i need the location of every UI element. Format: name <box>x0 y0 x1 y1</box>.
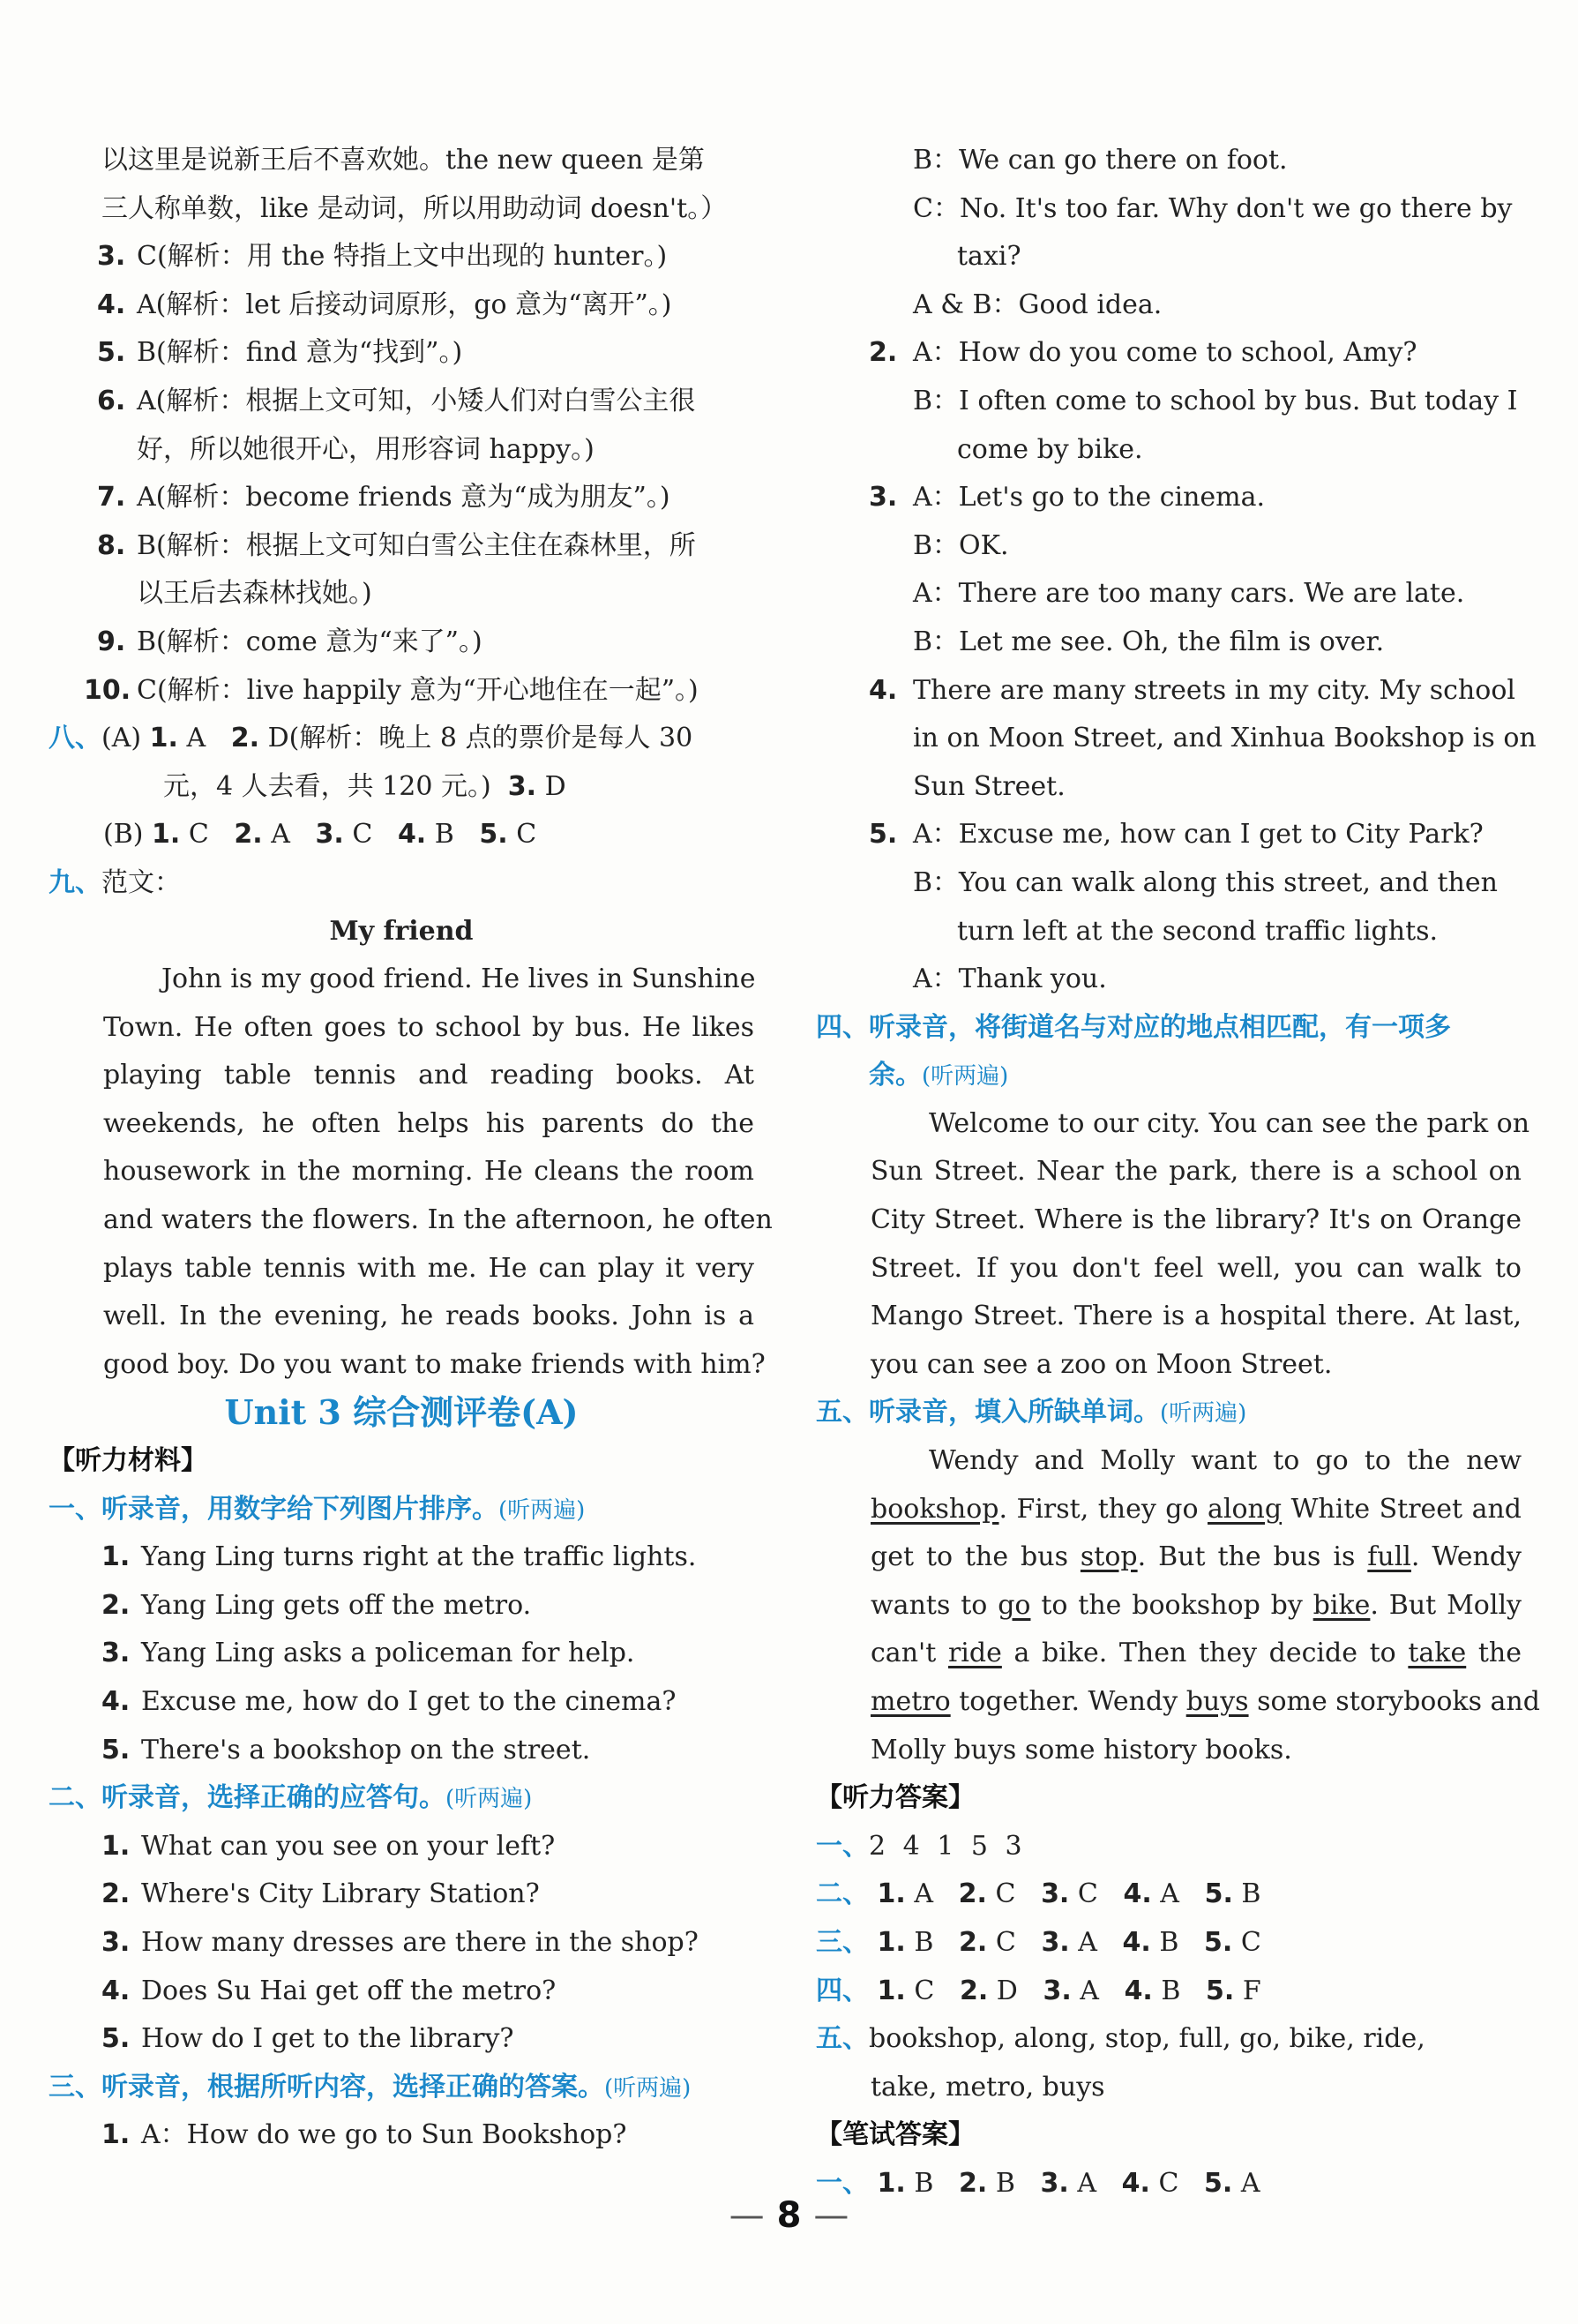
item-text: 以王后去森林找她。) <box>137 578 372 610</box>
essay-line: Town. He often goes to school by bus. He likes <box>103 1011 754 1043</box>
essay-line: well. In the evening, he reads books. John is a <box>103 1301 754 1332</box>
item-value: A <box>1077 2167 1097 2199</box>
listening-answer-heading: 【听力答案】 <box>816 1782 975 1814</box>
item-number: 2. <box>101 1589 131 1621</box>
answer-row <box>816 1968 1522 2016</box>
part-label: (A) <box>101 723 142 754</box>
item-number: 2. <box>959 1926 988 1958</box>
passage-line <box>816 1582 1522 1631</box>
dialogue-line: A：Thank you. <box>913 963 1107 995</box>
dash-left: — <box>729 2195 765 2236</box>
list-item <box>49 1582 754 1631</box>
answer-item <box>49 233 754 281</box>
passage-text: get to the bus <box>871 1541 1081 1573</box>
item-number: 5. <box>1204 1878 1233 1910</box>
list-item <box>816 667 1522 716</box>
dialogue-line: B：OK. <box>913 529 1009 561</box>
list-item <box>816 329 1522 378</box>
passage-text: . But Molly <box>1370 1589 1522 1621</box>
section-hint: (听两遍) <box>445 1786 533 1813</box>
section-label: 二、听录音，选择正确的应答句。 <box>49 1782 445 1814</box>
filled-word: stop <box>1080 1541 1138 1573</box>
item-number: 3. <box>507 770 537 802</box>
item-value: A <box>1078 1926 1097 1958</box>
item-number: 3. <box>1043 1975 1072 2006</box>
essay-line: good boy. Do you want to make friends with him? <box>103 1348 766 1380</box>
dialogue-line: come by bike. <box>957 433 1143 465</box>
list-item <box>816 811 1522 859</box>
item-number: 10. <box>84 674 131 706</box>
unit-title: Unit 3 综合测评卷(A) <box>224 1392 579 1433</box>
item-number: 5. <box>101 1734 131 1765</box>
section-label: 四、 <box>816 1975 869 2006</box>
passage-line: Wendy and Molly want to go to the new <box>929 1445 1522 1477</box>
item-number: 3. <box>1041 1926 1070 1958</box>
passage-line: Sun Street. Near the park, there is a school on <box>871 1156 1522 1188</box>
section-label: 二、 <box>816 1878 869 1910</box>
item-value: A <box>186 723 206 754</box>
passage-text: wants to <box>871 1589 998 1621</box>
item-number: 3. <box>315 819 344 851</box>
dialogue-line: B：You can walk along this street, and then <box>913 866 1498 898</box>
filled-word: buys <box>1185 1686 1249 1717</box>
item-number: 3. <box>869 482 898 514</box>
item-value: 元，4 人去看，共 120 元。) <box>163 770 491 802</box>
item-text: Excuse me, how do I get to the cinema? <box>141 1686 677 1717</box>
list-item <box>49 1870 754 1919</box>
item-value: D <box>544 770 566 802</box>
passage-text: the <box>1466 1638 1522 1669</box>
filled-word: metro <box>871 1686 951 1717</box>
page-number <box>0 2195 1578 2236</box>
item-number: 3. <box>101 1926 131 1958</box>
passage-line <box>816 1678 1540 1727</box>
essay-line: weekends, he often helps his parents do the <box>103 1107 754 1139</box>
item-value: C <box>995 1926 1016 1958</box>
section-8-a <box>49 715 754 763</box>
item-number: 1. <box>877 2167 906 2199</box>
filled-word: take <box>1408 1638 1467 1669</box>
item-number: 8. <box>97 529 126 561</box>
item-number: 1. <box>152 819 181 851</box>
answer-row <box>816 2015 1522 2064</box>
item-number: 9. <box>97 626 126 657</box>
item-number: 3. <box>1041 1878 1070 1910</box>
item-number: 5. <box>1204 1926 1233 1958</box>
section-9 <box>49 859 754 908</box>
item-number: 5. <box>1206 1975 1235 2006</box>
written-answer-heading: 【笔试答案】 <box>816 2119 975 2151</box>
essay-title: My friend <box>329 915 474 947</box>
text-line: in on Moon Street, and Xinhua Bookshop is on <box>913 723 1537 754</box>
passage-line: Street. If you don't feel well, you can walk to <box>871 1252 1522 1284</box>
item-text: There's a bookshop on the street. <box>141 1734 591 1765</box>
item-value: C <box>352 819 373 851</box>
item-text: How many dresses are there in the shop? <box>141 1926 699 1958</box>
item-value: B <box>434 819 454 851</box>
answer-item <box>49 378 754 426</box>
item-value: B <box>995 2167 1015 2199</box>
answer-row <box>816 1823 1522 1871</box>
item-number: 1. <box>877 1878 906 1910</box>
right-column <box>816 137 1540 2208</box>
item-number: 2. <box>230 723 260 754</box>
essay-line: and waters the flowers. In the afternoon, he often <box>103 1204 773 1236</box>
item-value: A <box>1080 1975 1099 2006</box>
dialogue-line: B：I often come to school by bus. But today I <box>913 385 1518 416</box>
item-number: 1. <box>101 1541 131 1573</box>
item-text: A：Excuse me, how can I get to City Park? <box>913 819 1484 851</box>
section-text: 范文： <box>101 866 181 898</box>
item-number: 5. <box>1204 2167 1233 2199</box>
answer-item <box>49 522 754 571</box>
section-label: 九、 <box>49 866 101 898</box>
answer-item <box>49 426 754 475</box>
list-item <box>49 1678 754 1727</box>
section-3-heading <box>49 2064 754 2112</box>
section-8-b <box>49 811 754 859</box>
section-hint: (听两遍) <box>922 1063 1009 1091</box>
item-number: 7. <box>97 482 126 514</box>
passage-line <box>816 1486 1522 1534</box>
item-number: 4. <box>869 674 898 706</box>
item-text: There are many streets in my city. My school <box>913 674 1515 706</box>
section-4-heading-cont <box>816 1052 1522 1100</box>
passage-line <box>816 1630 1522 1678</box>
passage-line: you can see a zoo on Moon Street. <box>871 1348 1333 1380</box>
section-label: 五、听录音，填入所缺单词。 <box>816 1397 1160 1428</box>
passage-line: Welcome to our city. You can see the park on <box>929 1107 1530 1139</box>
item-number: 4. <box>1121 2167 1150 2199</box>
passage-text: some storybooks and <box>1248 1686 1540 1717</box>
item-number: 2. <box>958 1878 987 1910</box>
listening-material-heading: 【听力材料】 <box>49 1445 207 1477</box>
answer-row <box>816 1919 1522 1968</box>
item-number: 3. <box>101 1638 131 1669</box>
item-value: B <box>914 1926 934 1958</box>
section-label: 三、 <box>816 1926 869 1958</box>
passage-text: . But the bus is <box>1137 1541 1368 1573</box>
answer-item <box>49 570 754 618</box>
item-text: C(解析：live happily 意为“开心地住在一起”。) <box>137 674 699 706</box>
item-text: Does Su Hai get off the metro? <box>141 1975 557 2006</box>
passage-text: . Wendy <box>1410 1541 1522 1573</box>
section-label: 八、 <box>49 723 101 754</box>
section-hint: (听两遍) <box>498 1496 586 1524</box>
section-8-a-cont <box>49 763 754 812</box>
item-number: 1. <box>149 723 178 754</box>
text-line: 以这里是说新王后不喜欢她。the new queen 是第 <box>101 145 705 176</box>
item-value: A <box>1160 1878 1179 1910</box>
left-column <box>49 137 773 2160</box>
list-item <box>49 1968 754 2016</box>
item-number: 5. <box>479 819 508 851</box>
item-text: Yang Ling turns right at the traffic lights. <box>141 1541 697 1573</box>
item-number: 1. <box>101 2119 131 2151</box>
item-value: C <box>1158 2167 1179 2199</box>
passage-line: City Street. Where is the library? It's on Orange <box>871 1204 1522 1236</box>
item-value: B <box>914 2167 934 2199</box>
item-text: 好，所以她很开心，用形容词 happy。) <box>137 433 595 465</box>
essay-line: plays table tennis with me. He can play it very <box>103 1252 754 1284</box>
answer-item <box>49 667 754 716</box>
section-label: 三、听录音，根据所听内容，选择正确的答案。 <box>49 2071 604 2103</box>
essay-line: housework in the morning. He cleans the room <box>103 1156 754 1188</box>
item-number: 2. <box>101 1878 131 1910</box>
item-value: C <box>1240 1926 1261 1958</box>
item-text: Where's City Library Station? <box>141 1878 540 1910</box>
answer-item <box>49 474 754 522</box>
item-value: F <box>1242 1975 1261 2006</box>
section-label: 一、 <box>816 1830 869 1862</box>
passage-text: a bike. Then they decide to <box>1001 1638 1409 1669</box>
item-number: 1. <box>877 1926 906 1958</box>
section-4-heading: 四、听录音，将街道名与对应的地点相匹配，有一项多 <box>816 1011 1451 1043</box>
answer-row: take, metro, buys <box>871 2071 1105 2103</box>
item-text: A(解析：let 后接动词原形，go 意为“离开”。) <box>137 289 672 320</box>
dialogue-line: turn left at the second traffic lights. <box>957 915 1439 947</box>
answer-text: 2 4 1 5 3 <box>869 1830 1022 1862</box>
item-number: 3. <box>97 241 126 273</box>
item-text: B(解析：find 意为“找到”。) <box>137 337 463 369</box>
item-number: 5. <box>101 2023 131 2055</box>
item-number: 4. <box>1123 1878 1152 1910</box>
item-number: 2. <box>959 1975 989 2006</box>
passage-text: can't <box>871 1638 948 1669</box>
list-item <box>49 1727 754 1775</box>
passage-line <box>816 1533 1522 1582</box>
dialogue-line: A & B：Good idea. <box>913 289 1163 320</box>
section-label: 一、听录音，用数字给下列图片排序。 <box>49 1493 498 1525</box>
item-number: 1. <box>877 1975 906 2006</box>
item-number: 2. <box>959 2167 988 2199</box>
item-number: 6. <box>97 385 126 416</box>
item-text: C(解析：用 the 特指上文中出现的 hunter。) <box>137 241 668 273</box>
item-number: 3. <box>1040 2167 1069 2199</box>
passage-text: together. Wendy <box>950 1686 1186 1717</box>
item-text: How do I get to the library? <box>141 2023 514 2055</box>
item-text: A(解析：become friends 意为“成为朋友”。) <box>137 482 670 514</box>
section-1-heading <box>49 1486 754 1534</box>
text-line: 三人称单数，like 是动词，所以用助动词 doesn't。） <box>101 192 728 224</box>
filled-word: along <box>1208 1493 1283 1525</box>
item-value: D(解析：晚上 8 点的票价是每人 30 <box>267 723 693 754</box>
item-text: Yang Ling asks a policeman for help. <box>141 1638 635 1669</box>
section-label: 五、 <box>816 2023 869 2055</box>
list-item <box>49 1823 754 1871</box>
answer-item <box>49 329 754 378</box>
item-text: A：How do we go to Sun Bookshop? <box>141 2119 627 2151</box>
item-number: 1. <box>101 1830 131 1862</box>
answer-item <box>49 281 754 330</box>
part-label: (B) <box>103 819 144 851</box>
filled-word: full <box>1367 1541 1411 1573</box>
filled-word: go <box>998 1589 1031 1621</box>
filled-word: bookshop <box>871 1493 999 1525</box>
dialogue-line: B：We can go there on foot. <box>913 145 1288 176</box>
list-item <box>49 2111 754 2160</box>
list-item <box>49 2015 754 2064</box>
dialogue-line: C：No. It's too far. Why don't we go there by <box>913 192 1513 224</box>
list-item <box>816 474 1522 522</box>
item-value: B <box>1241 1878 1261 1910</box>
section-label: 一、 <box>816 2167 869 2199</box>
item-text: A：Let's go to the cinema. <box>913 482 1266 514</box>
dialogue-line: taxi? <box>957 241 1021 273</box>
item-text: What can you see on your left? <box>141 1830 556 1862</box>
item-value: B <box>1159 1926 1179 1958</box>
filled-word: ride <box>947 1638 1002 1669</box>
item-value: D <box>996 1975 1018 2006</box>
item-value: C <box>188 819 209 851</box>
list-item <box>49 1919 754 1968</box>
item-value: C <box>516 819 537 851</box>
section-2-heading <box>49 1774 754 1823</box>
passage-text: . First, they go <box>998 1493 1208 1525</box>
item-value: A <box>271 819 290 851</box>
section-hint: (听两遍) <box>604 2074 692 2102</box>
item-number: 4. <box>1124 1975 1153 2006</box>
item-text: A(解析：根据上文可知，小矮人们对白雪公主很 <box>137 385 696 416</box>
filled-word: bike <box>1313 1589 1371 1621</box>
item-number: 2. <box>234 819 263 851</box>
item-number: 4. <box>1122 1926 1151 1958</box>
item-number: 4. <box>101 1686 131 1717</box>
dialogue-line: B：Let me see. Oh, the film is over. <box>913 626 1385 657</box>
item-value: C <box>914 1975 935 2006</box>
item-value: C <box>995 1878 1016 1910</box>
list-item <box>49 1630 754 1678</box>
essay-line: playing table tennis and reading books. At <box>103 1060 754 1091</box>
item-value: A <box>1240 2167 1260 2199</box>
essay-line: John is my good friend. He lives in Sunshine <box>161 963 756 995</box>
item-text: B(解析：根据上文可知白雪公主住在森林里，所 <box>137 529 696 561</box>
item-text: Yang Ling gets off the metro. <box>141 1589 532 1621</box>
section-label: 余。 <box>869 1060 922 1091</box>
item-value: A <box>914 1878 934 1910</box>
item-number: 4. <box>97 289 126 320</box>
item-value: B <box>1161 1975 1181 2006</box>
item-number: 5. <box>97 337 126 369</box>
dialogue-line: A：There are too many cars. We are late. <box>913 578 1465 610</box>
passage-text: White Street and <box>1282 1493 1522 1525</box>
answer-item <box>49 618 754 667</box>
passage-line: Molly buys some history books. <box>871 1734 1292 1765</box>
list-item <box>49 1533 754 1582</box>
passage-line: Mango Street. There is a hospital there. At last, <box>871 1301 1522 1332</box>
item-number: 4. <box>397 819 427 851</box>
page-number-value: 8 <box>776 2195 802 2236</box>
item-number: 5. <box>869 819 898 851</box>
item-text: B(解析：come 意为“来了”。) <box>137 626 482 657</box>
item-text: A：How do you come to school, Amy? <box>913 337 1417 369</box>
item-number: 2. <box>869 337 898 369</box>
item-value: C <box>1077 1878 1098 1910</box>
passage-text: to the bookshop by <box>1030 1589 1313 1621</box>
answer-text: bookshop, along, stop, full, go, bike, ride, <box>869 2023 1425 2055</box>
answer-row <box>816 1870 1522 1919</box>
section-5-heading <box>816 1389 1522 1437</box>
dash-right: — <box>813 2195 849 2236</box>
item-number: 4. <box>101 1975 131 2006</box>
text-line: Sun Street. <box>913 770 1066 802</box>
section-hint: (听两遍) <box>1160 1400 1247 1428</box>
